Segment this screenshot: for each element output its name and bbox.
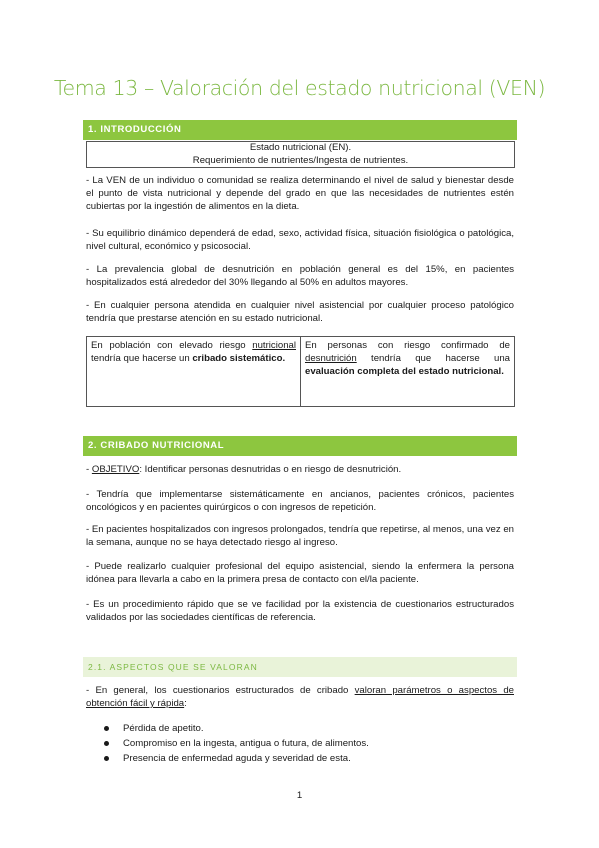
comparison-table <box>86 336 515 407</box>
paragraph: - La VEN de un individuo o comunidad se realiza determinando el nivel de salud y bienestar desde el punto de vista nutricional y depende del grado en que las necesidades de nutrientes estén cubiertas por la ingestión de alimentos en la dieta. <box>86 175 514 212</box>
bullet-icon <box>104 726 109 731</box>
list-item: Presencia de enfermedad aguda y severidad de esta. <box>104 751 514 766</box>
page-title: Tema 13 – Valoración del estado nutricional (VEN) <box>53 76 546 100</box>
summary-box-line-1: Estado nutricional (EN). <box>249 142 352 153</box>
paragraph: - Su equilibrio dinámico dependerá de edad, sexo, actividad física, situación fisiológica o patológica, nivel cultural, económico y psicosocial. <box>86 228 514 252</box>
paragraph: - Tendría que implementarse sistemáticamente en ancianos, pacientes crónicos, pacientes oncológicos y en pacientes quirúrgicos o con ingresos de repetición. <box>86 489 514 513</box>
paragraph: - En cualquier persona atendida en cualquier nivel asistencial por cualquier proceso patológico tendría que prestarse atención en su estado nutricional. <box>86 300 514 324</box>
section-heading-cribado: 2. CRIBADO NUTRICIONAL <box>83 436 517 456</box>
bullet-icon <box>104 756 109 761</box>
paragraph: - Puede realizarlo cualquier profesional del equipo asistencial, siendo la enfermera la persona idónea para llevarla a cabo en la primera presa de contacto con el/la paciente. <box>86 561 514 585</box>
aspects-list <box>104 721 514 766</box>
summary-box-line-2: Requerimiento de nutrientes/Ingesta de nutrientes. <box>192 154 409 166</box>
list-item: Compromiso en la ingesta, antigua o futura, de alimentos. <box>104 736 514 751</box>
bullet-icon <box>104 741 109 746</box>
section-heading-introduccion: 1. INTRODUCCIÓN <box>83 120 517 140</box>
table-cell-cribado: En población con elevado riesgo nutricional tendría que hacerse un cribado sistemático. <box>87 337 301 406</box>
table-cell-evaluacion: En personas con riesgo confirmado de desnutrición tendría que hacerse una evaluación completa del estado nutricional. <box>305 340 510 377</box>
objective-paragraph: - OBJETIVO: Identificar personas desnutridas o en riesgo de desnutrición. <box>86 464 402 475</box>
page-number: 1 <box>296 790 303 801</box>
summary-box <box>86 141 515 168</box>
intro-paragraph: - En general, los cuestionarios estructurados de cribado valoran parámetros o aspectos de obtención fácil y rápida: <box>86 685 514 709</box>
paragraph: - Es un procedimiento rápido que se ve facilidad por la existencia de cuestionarios estructurados validados por las sociedades científicas de referencia. <box>86 599 514 623</box>
list-item: Pérdida de apetito. <box>104 721 514 736</box>
subsection-heading-aspectos: 2.1. ASPECTOS QUE SE VALORAN <box>83 657 517 677</box>
paragraph: - La prevalencia global de desnutrición en población general es del 15%, en pacientes hospitalizados está alrededor del 30% llegando al 50% en adultos mayores. <box>86 264 514 288</box>
paragraph: - En pacientes hospitalizados con ingresos prolongados, tendría que repetirse, al menos, una vez en la semana, aunque no se haya detectado riesgo al ingreso. <box>86 524 514 548</box>
